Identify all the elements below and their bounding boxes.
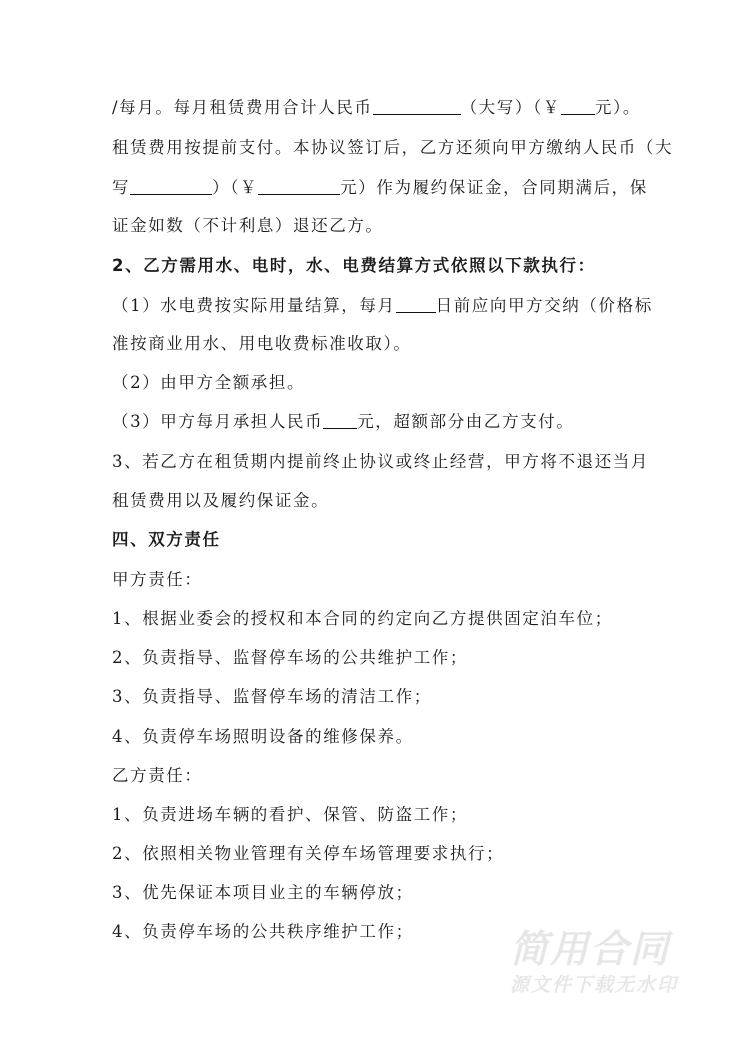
text-line: 3、优先保证本项目业主的车辆停放； <box>112 883 414 902</box>
text-line: 3、若乙方在租赁期内提前终止协议或终止经营，甲方将不退还当月 <box>112 452 649 471</box>
text-line: 2、依照相关物业管理有关停车场管理要求执行； <box>112 844 505 863</box>
text: （1）水电费按实际用量结算，每月 <box>112 296 396 315</box>
text: 写 <box>112 178 131 197</box>
blank-field <box>130 178 212 195</box>
blank-field <box>396 296 436 313</box>
watermark-logo: 简用合同 <box>510 927 671 971</box>
text-line <box>112 177 648 199</box>
text-line <box>112 411 574 433</box>
watermark-subtitle: 源文件下载无水印 <box>510 974 679 996</box>
section-heading: 四、双方责任 <box>112 530 221 549</box>
text: 元，超额部分由乙方支付。 <box>357 412 575 431</box>
text-line: 乙方责任： <box>112 766 203 785</box>
text-line: 4、负责停车场照明设备的维修保养。 <box>112 727 414 746</box>
text-line <box>112 97 641 119</box>
text-line: （2）由甲方全额承担。 <box>112 373 306 392</box>
blank-field <box>561 98 595 115</box>
text-line <box>112 295 653 317</box>
text-line: 准按商业用水、用电收费标准收取）。 <box>112 334 412 353</box>
text-line: 3、负责指导、监督停车场的清洁工作； <box>112 687 432 706</box>
text: ）（￥ <box>212 178 259 197</box>
section-heading: 2、乙方需用水、电时，水、电费结算方式依照以下款执行： <box>112 256 596 275</box>
text: （3）甲方每月承担人民币 <box>112 412 324 431</box>
text: 日前应向甲方交纳（价格标 <box>435 296 653 315</box>
text-line: 租赁费用以及履约保证金。 <box>112 491 330 510</box>
text-line: 1、负责进场车辆的看护、保管、防盗工作； <box>112 805 468 824</box>
blank-field <box>323 412 357 429</box>
text: （大写）（￥ <box>460 98 561 117</box>
text-line: 2、负责指导、监督停车场的公共维护工作； <box>112 648 468 667</box>
text-line: 甲方责任： <box>112 570 203 589</box>
blank-field <box>258 178 340 195</box>
text-line: 1、根据业委会的授权和本合同的约定向乙方提供固定泊车位； <box>112 609 613 628</box>
blank-field <box>373 98 461 115</box>
text-line: 租赁费用按提前支付。本协议签订后，乙方还须向甲方缴纳人民币（大 <box>112 138 674 157</box>
text: 元）作为履约保证金，合同期满后，保 <box>340 178 648 197</box>
text-line: 4、负责停车场的公共秩序维护工作； <box>112 922 414 941</box>
text: 元）。 <box>594 98 641 117</box>
text: /每月。每月租赁费用合计人民币 <box>112 98 373 117</box>
text-line: 证金如数（不计利息）退还乙方。 <box>112 216 384 235</box>
